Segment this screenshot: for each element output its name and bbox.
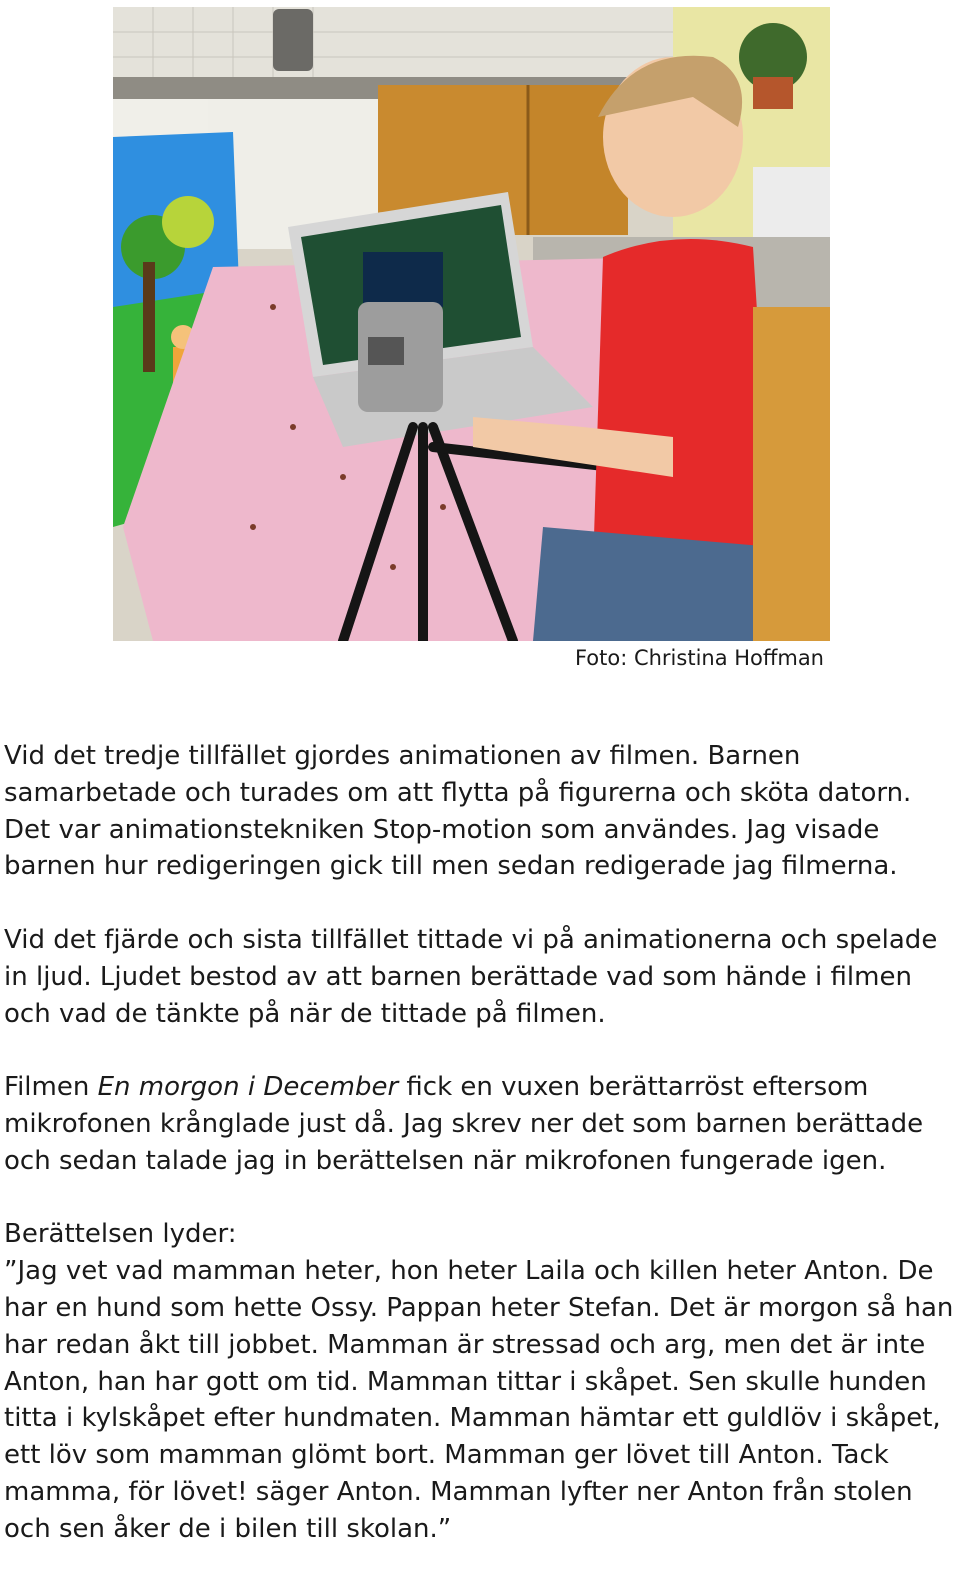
boy-jeans: [533, 527, 773, 641]
paragraph-sound: Vid det fjärde och sista tillfället tittade vi på animationerna och spelade in ljud. Ljudet bestod av att barnen berättade vad som hände i filmen och vad de tänkte på när de tittade på filmen.: [4, 924, 938, 1029]
paragraph-narration-start: Filmen: [4, 1072, 98, 1103]
photo-boy-at-laptop: [113, 7, 830, 641]
paragraph-narration-end: fick en vuxen berättarröst eftersom mikrofonen krånglade just då. Jag skrev ner det som barnen berättade och sedan talade jag in berättelsen när mikrofonen fungerade igen.: [4, 1072, 924, 1176]
article-body: [4, 738, 960, 1584]
paragraph-story: [4, 1216, 960, 1547]
boy-red-shirt: [593, 239, 773, 567]
film-title: En morgon i December: [97, 1072, 399, 1103]
photo-illustration: [113, 7, 830, 641]
paragraph-narration: [4, 1069, 960, 1179]
flower-pot: [753, 77, 793, 109]
chair: [753, 307, 830, 641]
photo-credit: Foto: Christina Hoffman: [574, 646, 824, 670]
kettle: [273, 9, 313, 71]
story-text: ”Jag vet vad mamman heter, hon heter Laila och killen heter Anton. De har en hund som hette Ossy. Pappan heter Stefan. Det är morgon så han har redan åkt till jobbet. Mamman är stressad och arg, men det är inte Anton, han har gott om tid. Mamman tittar i skåpet. Sen skulle hunden titta i kylskåpet efter hundmaten. Mamman hämtar ett guldlöv i skåpet, ett löv som mamman glömt bort. Mamman ger lövet till Anton. Tack mamma, för lövet! säger Anton. Mamman lyfter ner Anton från stolen och sen åker de i bilen till skolan.”: [4, 1256, 954, 1544]
story-intro: Berättelsen lyder:: [4, 1219, 237, 1250]
paragraph-animation: Vid det tredje tillfället gjordes animationen av filmen. Barnen samarbetade och turades om att flytta på figurerna och sköta datorn. Det var animationstekniken Stop-motion som användes. Jag visade barnen hur redigeringen gick till men sedan redigerade jag filmerna.: [4, 741, 912, 882]
radiator: [753, 167, 830, 247]
